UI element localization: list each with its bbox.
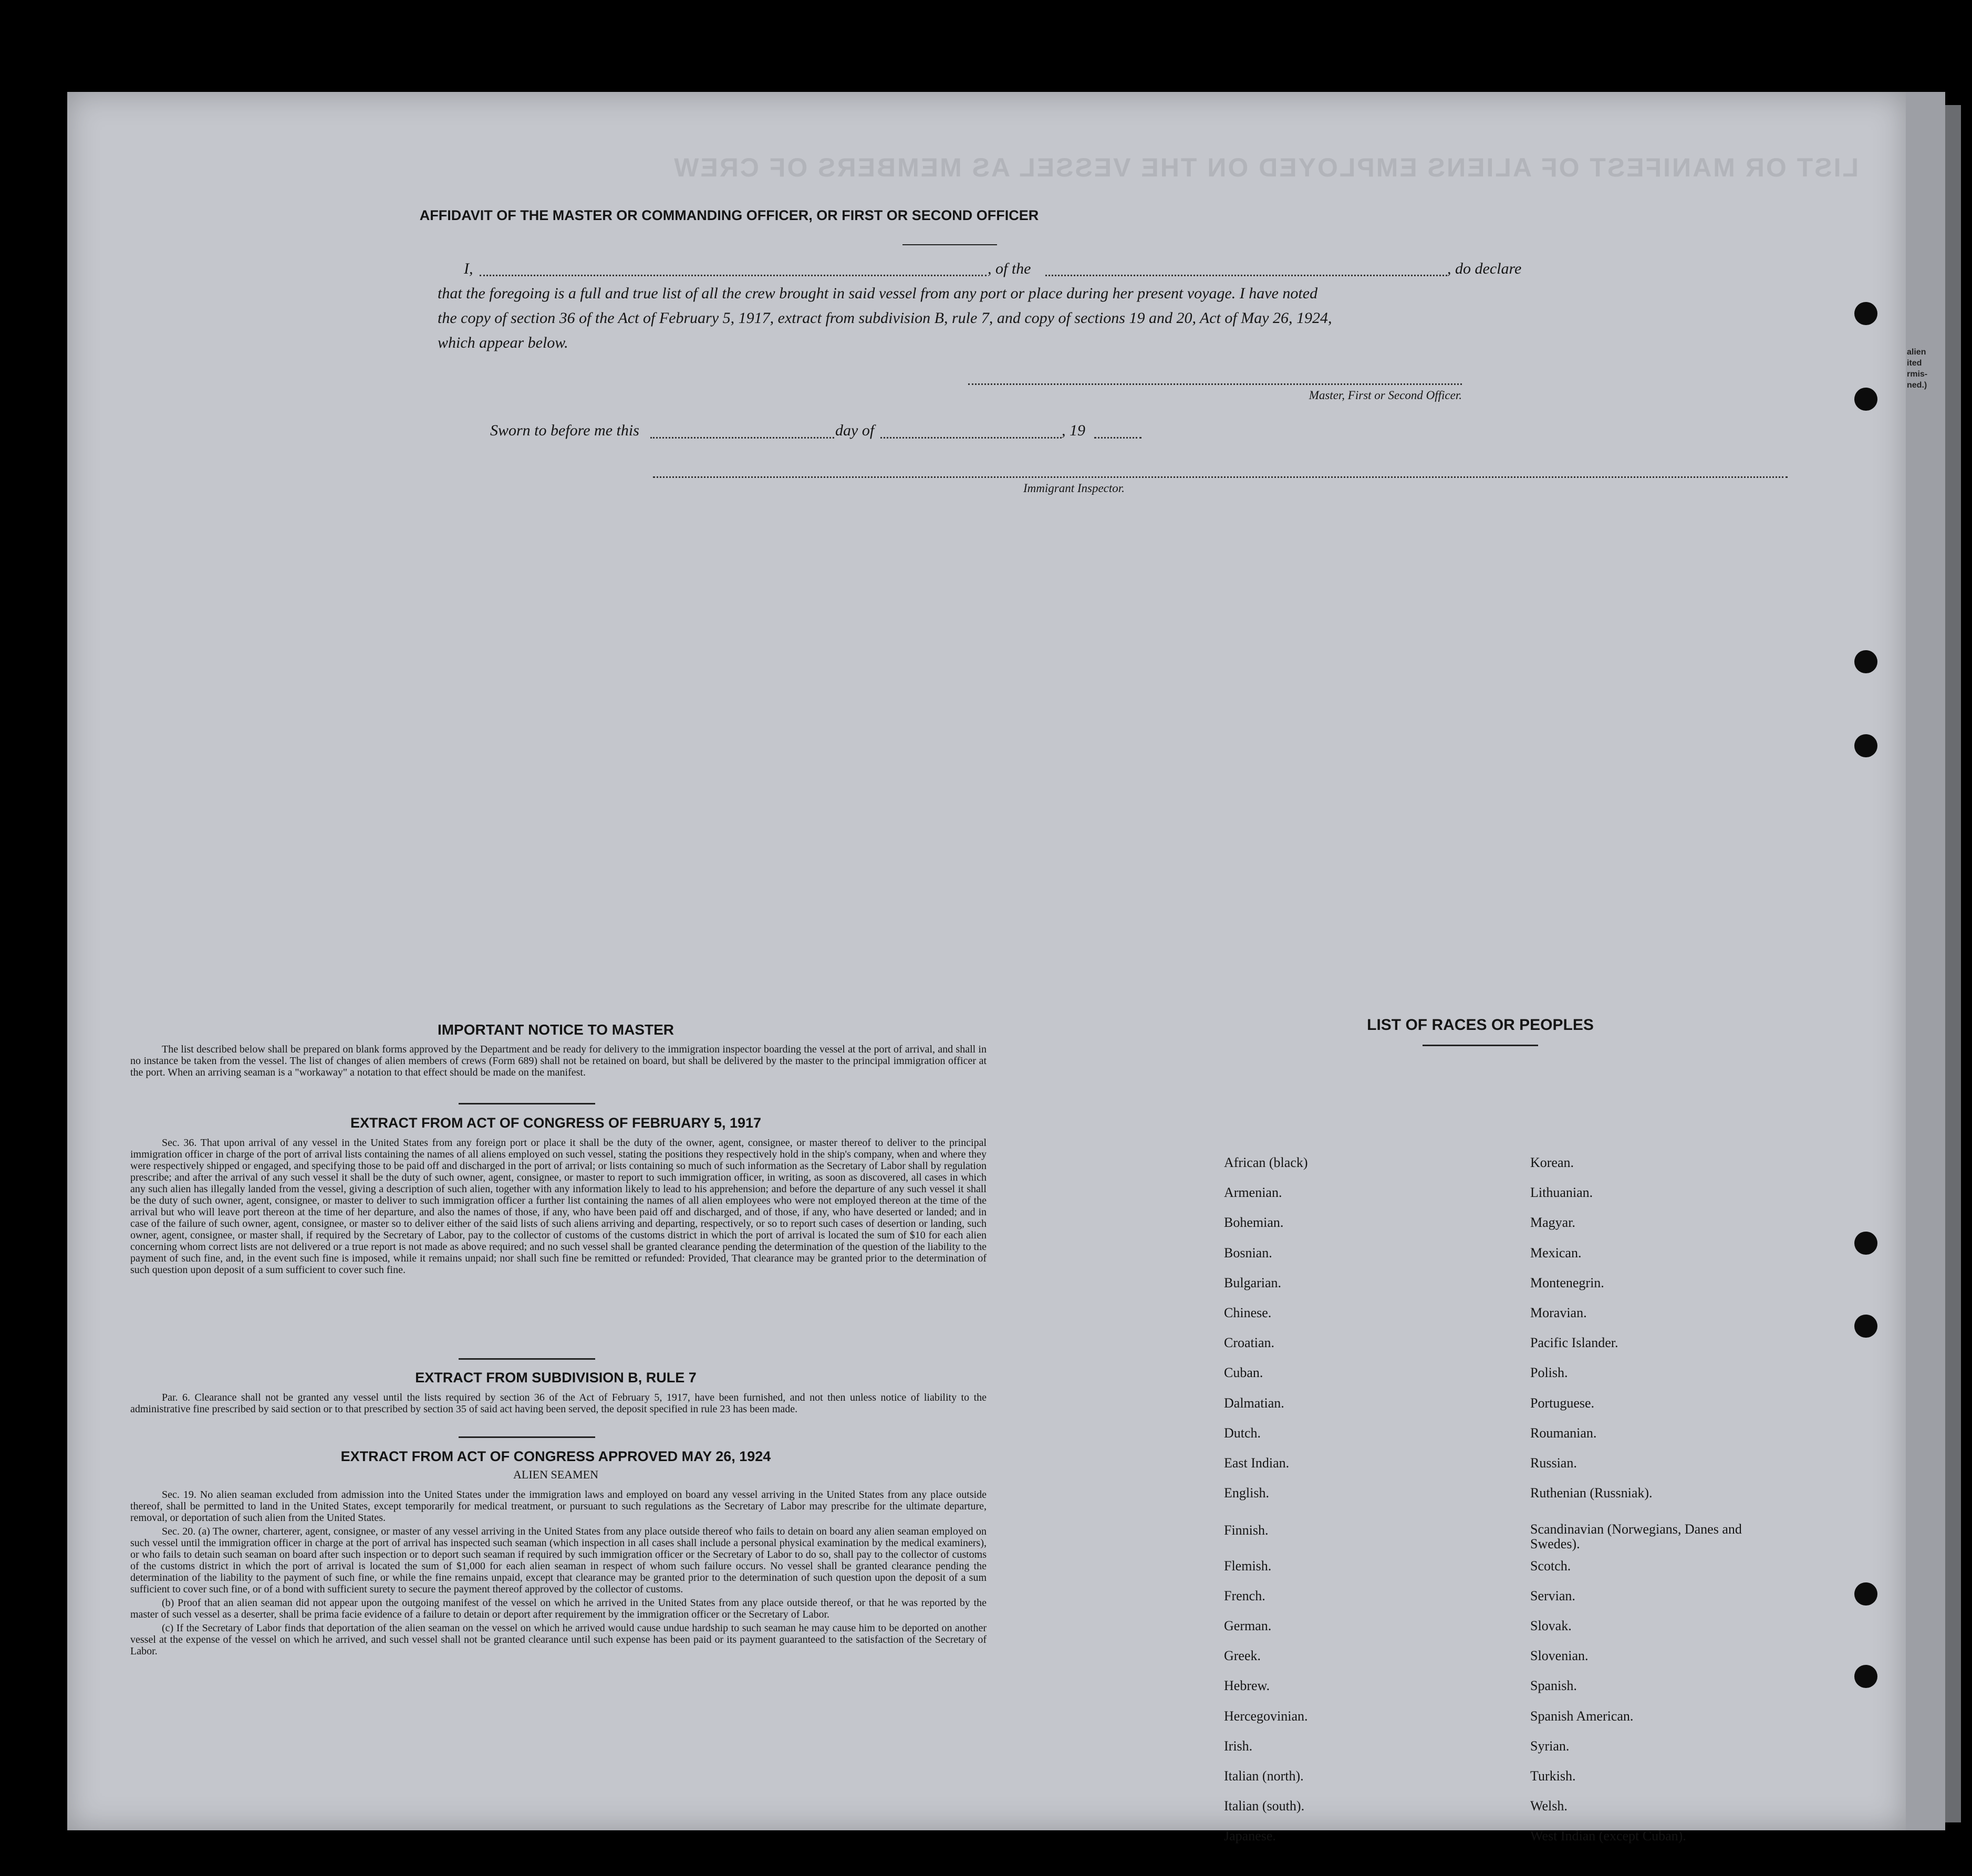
master-name-field[interactable] <box>480 275 987 276</box>
race-item: Spanish American. <box>1530 1708 1634 1724</box>
sec-20a-text: Sec. 20. (a) The owner, charterer, agent, consignee, or master of any vessel arriving in the United States from any place outside thereof who fails to detain on board any alien seaman employed on such vessel until the immigration officer in charge at the port of arrival has inspected such seaman (which inspection in all cases shall include a personal physical examination by the medical examiners), or who fails to detain such seaman on board after such inspection or to deport such seaman if required by such immigration officer or the Secretary of Labor to do so, shall pay to the collector of customs of the customs district in which the port of arrival is located the sum of $1,000 for each alien seaman in respect of whom such failure occurs. No vessel shall be granted clearance pending the determination of the liability to the payment of such fine, or while the fine remains unpaid, except that clearance may be granted prior to the determination of such question upon the deposit of a sum sufficient to cover such fine, or of a bond with sufficient surety to secure the payment thereof approved by the collector of customs. <box>130 1526 987 1595</box>
race-item: East Indian. <box>1224 1455 1290 1471</box>
race-item: Russian. <box>1530 1455 1577 1471</box>
race-item: Lithuanian. <box>1530 1185 1593 1200</box>
affidavit-of-the-label: , of the <box>988 260 1031 277</box>
affidavit-body-line-2: the copy of section 36 of the Act of February 5, 1917, extract from subdivision B, rule 7, and copy of sections 19 and 20, Act of May 26, 1924, <box>438 309 1332 327</box>
extract-1917-title: EXTRACT FROM ACT OF CONGRESS OF FEBRUARY 5, 1917 <box>350 1115 762 1131</box>
sec-19-text: Sec. 19. No alien seaman excluded from admission into the United States under the immigration laws and employed on board any vessel arriving in the United States from any place outside thereof, shall be permitted to land in the United States, except temporarily for medical treatment, or pursuant to such regulations as the Secretary of Labor may prescribe for the ultimate departure, removal, or deportation of such alien from the United States. <box>130 1489 987 1524</box>
punch-hole <box>1854 734 1877 757</box>
sworn-label: Sworn to before me this <box>490 422 639 439</box>
inspector-caption: Immigrant Inspector. <box>1023 482 1125 495</box>
race-item: Slovenian. <box>1530 1648 1589 1663</box>
page-edge-strip-dark <box>1945 105 1961 1822</box>
race-item: Greek. <box>1224 1648 1261 1663</box>
race-item: Spanish. <box>1530 1678 1577 1693</box>
race-item: Scandinavian (Norwegians, Danes and Swedes). <box>1530 1521 1742 1551</box>
notice-title: IMPORTANT NOTICE TO MASTER <box>437 1022 674 1038</box>
par-6-text: Par. 6. Clearance shall not be granted any vessel until the lists required by section 36 of the Act of February 5, 1917, have been furnished, and not then unless notice of liability to the administrative fine prescribed by said section or to that prescribed by section 35 of said act having been served, the deposit specified in rule 23 has been made. <box>130 1392 987 1415</box>
race-item: English. <box>1224 1485 1269 1500</box>
inspector-signature-line[interactable] <box>653 476 1788 478</box>
bleedthrough-side-text: alien ited rmis- ned.) <box>1907 348 1928 390</box>
race-item: French. <box>1224 1588 1265 1603</box>
punch-hole <box>1854 650 1877 673</box>
race-item: Armenian. <box>1224 1185 1282 1200</box>
notice-body <box>130 1044 987 1080</box>
race-item: Polish. <box>1530 1365 1568 1380</box>
race-item: Finnish. <box>1224 1523 1269 1538</box>
day-of-label: day of <box>835 422 875 439</box>
divider-2 <box>459 1358 595 1360</box>
sec-20c-text: (c) If the Secretary of Labor finds that deportation of the alien seaman on the vessel on which he arrived would cause undue hardship to such seaman he may cause him to be deported on another vessel at the expense of the vessel on which he arrived, and such vessel shall not be granted clearance until such expense has been paid or its payment guaranteed to the satisfaction of the Secretary of Labor. <box>130 1622 987 1657</box>
extract-1924-body <box>130 1489 987 1659</box>
race-item: Cuban. <box>1224 1365 1263 1380</box>
affidavit-do-declare-label: , do declare <box>1447 260 1522 277</box>
notice-text: The list described below shall be prepared on blank forms approved by the Department and be ready for delivery to the immigration inspector boarding the vessel at the port of arrival, and shall in no instance be taken from the vessel. The list of changes of alien members of crews (Form 689) shall not be retained on board, but shall be delivered by the master to the principal immigration officer at the port. When an arriving seaman is a "workaway" a notation to that effect should be made on the manifest. <box>130 1044 987 1078</box>
sworn-month-field[interactable] <box>880 437 1062 439</box>
race-item: Irish. <box>1224 1738 1253 1754</box>
race-item: Chinese. <box>1224 1305 1272 1320</box>
race-item: Scotch. <box>1530 1558 1571 1573</box>
affidavit-title: AFFIDAVIT OF THE MASTER OR COMMANDING OFFICER, OR FIRST OR SECOND OFFICER <box>419 207 1039 223</box>
punch-hole <box>1854 1665 1877 1688</box>
race-item: Dalmatian. <box>1224 1395 1284 1411</box>
race-item: Japanese. <box>1224 1828 1276 1843</box>
rule-7-body <box>130 1392 987 1417</box>
race-item: Dutch. <box>1224 1425 1261 1441</box>
race-item: Slovak. <box>1530 1618 1572 1633</box>
sec-36-text: Sec. 36. That upon arrival of any vessel in the United States from any foreign port or place it shall be the duty of the owner, agent, consignee, or master thereof to deliver to the principal immigration officer in charge of the port of arrival lists containing the names of all aliens employed on such vessel, stating the positions they respectively hold in the ship's company, when and where they were respectively shipped or engaged, and specifying those to be paid off and discharged in the port of arrival; or lists containing so much of such information as the Secretary of Labor shall by regulation prescribe; and after the arrival of any such vessel it shall be the duty of such owner, agent, consignee, or master to report to such immigration officer, in writing, as soon as discovered, all cases in which any such alien has illegally landed from the vessel, giving a description of such alien, together with any information likely to lead to his apprehension; and before the departure of any such vessel it shall be the duty of such owner, agent, consignee, or master to deliver to such immigration officer a further list containing the names of all alien employees who were not employed thereon at the time of the arrival but who will leave port thereon at the time of her departure, and also the names of those, if any, who have been paid off and discharged, and of those, if any, who have deserted or landed; and in case of the failure of such owner, agent, consignee, or master so to deliver either of the said lists of such aliens arriving and departing, respectively, or so to report such cases of desertion or landing, such owner, agent, consignee, or master shall, if required by the Secretary of Labor, pay to the collector of customs of the customs district in which the port of arrival is located the sum of $10 for each alien concerning whom correct lists are not delivered or a true report is not made as above required; and no such vessel shall be granted clearance pending the determination of the question of the liability to the payment of such fine, and, in the event such fine is imposed, while it remains unpaid; nor shall such fine be remitted or refunded: Provided, That clearance may be granted prior to the determination of such question upon deposit of a sum sufficient to cover such fine. <box>130 1137 987 1276</box>
divider-1 <box>459 1103 595 1104</box>
race-item: Croatian. <box>1224 1335 1275 1350</box>
races-title: LIST OF RACES OR PEOPLES <box>1367 1016 1594 1034</box>
race-item: Magyar. <box>1530 1215 1575 1230</box>
manifest-back-page <box>67 92 1906 1843</box>
affidavit-body-line-1: that the foregoing is a full and true list of all the crew brought in said vessel from any port or place during her present voyage. I have noted <box>438 285 1318 302</box>
race-item: Ruthenian (Russniak). <box>1530 1485 1653 1500</box>
race-item: Mexican. <box>1530 1245 1582 1260</box>
race-item: Pacific Islander. <box>1530 1335 1618 1350</box>
rule-7-title: EXTRACT FROM SUBDIVISION B, RULE 7 <box>415 1370 697 1385</box>
year-label: , 19 <box>1062 422 1085 439</box>
punch-hole <box>1854 1582 1877 1606</box>
race-item: Italian (north). <box>1224 1768 1304 1784</box>
signature-line[interactable] <box>968 383 1462 385</box>
race-item: Hebrew. <box>1224 1678 1270 1693</box>
punch-hole <box>1854 302 1877 325</box>
punch-hole <box>1854 388 1877 411</box>
race-item: Bosnian. <box>1224 1245 1272 1260</box>
punch-hole <box>1854 1232 1877 1255</box>
alien-seamen-subtitle: ALIEN SEAMEN <box>513 1468 598 1481</box>
affidavit-i-label: I, <box>464 260 473 277</box>
race-item: Bohemian. <box>1224 1215 1284 1230</box>
race-item: Hercegovinian. <box>1224 1708 1308 1724</box>
punch-hole <box>1854 1315 1877 1338</box>
extract-1917-body <box>130 1137 987 1278</box>
race-item: German. <box>1224 1618 1272 1633</box>
race-item: Italian (south). <box>1224 1798 1305 1814</box>
race-item: African (black) <box>1224 1155 1308 1170</box>
race-item: Portuguese. <box>1530 1395 1595 1411</box>
race-item: Welsh. <box>1530 1798 1568 1814</box>
race-item: Bulgarian. <box>1224 1275 1282 1290</box>
signature-caption: Master, First or Second Officer. <box>1309 389 1462 402</box>
divider-3 <box>459 1436 595 1438</box>
sec-20b-text: (b) Proof that an alien seaman did not appear upon the outgoing manifest of the vessel on which he arrived in the United States from any place outside thereof, or that he was reported by the master of such vessel as a deserter, shall be prima facie evidence of a failure to detain or deport after requirement by the immigration officer or the Secretary of Labor. <box>130 1597 987 1620</box>
race-item: Moravian. <box>1530 1305 1587 1320</box>
race-item: Servian. <box>1530 1588 1575 1603</box>
races-divider <box>1423 1045 1538 1046</box>
sworn-year-field[interactable] <box>1094 437 1141 439</box>
race-item: Roumanian. <box>1530 1425 1597 1441</box>
race-item: Korean. <box>1530 1155 1574 1170</box>
race-item: West Indian (except Cuban). <box>1530 1828 1686 1843</box>
race-item: Flemish. <box>1224 1558 1272 1573</box>
race-item: Montenegrin. <box>1530 1275 1604 1290</box>
title-divider <box>902 244 997 245</box>
race-item: Turkish. <box>1530 1768 1576 1784</box>
vessel-name-field[interactable] <box>1045 275 1447 276</box>
extract-1924-title: EXTRACT FROM ACT OF CONGRESS APPROVED MAY 26, 1924 <box>340 1448 771 1464</box>
sworn-day-field[interactable] <box>650 437 834 439</box>
affidavit-body-line-3: which appear below. <box>438 334 568 351</box>
bleedthrough-header: LIST OR MANIFEST OF ALIENS EMPLOYED ON THE VESSEL AS MEMBERS OF CREW <box>672 153 1859 182</box>
race-item: Syrian. <box>1530 1738 1570 1754</box>
